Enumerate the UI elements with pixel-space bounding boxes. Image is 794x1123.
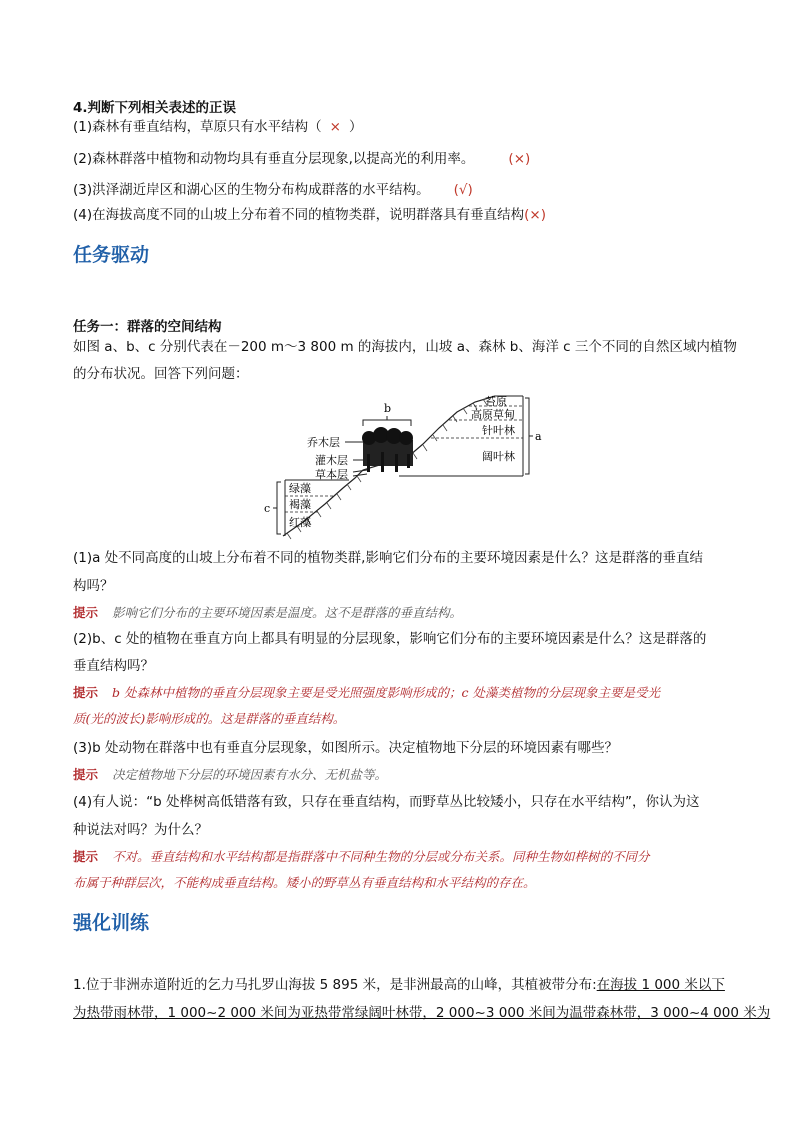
- label-conifer-forest: 针叶林: [482, 424, 515, 437]
- label-tree-layer: 乔木层: [307, 436, 340, 449]
- label-a: a: [535, 430, 542, 443]
- forest-trees: [362, 427, 413, 472]
- task1-title: 任务一：群落的空间结构: [73, 319, 222, 335]
- label-tundra: 苔原: [485, 395, 507, 408]
- q4-item-2-text: (2)森林群落中植物和动物均具有垂直分层现象,以提高光的利用率。: [73, 151, 475, 167]
- label-broadleaf-forest: 阔叶林: [482, 450, 515, 463]
- hint-label-4: 提示: [73, 849, 99, 864]
- q4-item-2: [73, 149, 530, 169]
- q4-item-3: [73, 180, 473, 200]
- q4-item-1: [73, 117, 362, 137]
- task1-intro-line2: 的分布状况。回答下列问题：: [73, 366, 249, 382]
- q4-item-3-answer: (√): [453, 182, 473, 198]
- hint-label-3: 提示: [73, 767, 99, 782]
- answer-3-text: 决定植物地下分层的环境因素有水分、无机盐等。: [112, 767, 388, 782]
- q4-item-1-text: (1)森林有垂直结构，草原只有水平结构（: [73, 119, 322, 135]
- exercise-1-underlined: 在海拔 1 000 米以下: [596, 977, 725, 993]
- q4-item-1-close: ）: [348, 119, 363, 135]
- brace-b: [363, 416, 411, 426]
- answer-2-line2: 质(光的波长)影响形成的。这是群落的垂直结构。: [73, 711, 346, 726]
- question-1-line1: (1)a 处不同高度的山坡上分布着不同的植物类群,影响它们分布的主要环境因素是什么？这是群落的垂直结: [73, 550, 703, 566]
- question-4-line1: (4)有人说：“b 处桦树高低错落有致，只存在垂直结构，而野草丛比较矮小，只存在水平结构”，你认为这: [73, 794, 700, 810]
- answer-2-line1: [73, 683, 660, 703]
- label-green-algae: 绿藻: [289, 482, 311, 495]
- answer-4-text: 不对。垂直结构和水平结构都是指群落中不同种生物的分层或分布关系。同种生物如桦树的不同分: [112, 849, 650, 864]
- section-title-task-driven: 任务驱动: [73, 244, 150, 266]
- label-shrub-layer: 灌木层: [315, 454, 348, 467]
- brace-c: [273, 482, 281, 534]
- answer-1: [73, 603, 462, 623]
- label-herb-layer: 草本层: [315, 468, 348, 481]
- task1-intro-line1: 如图 a、b、c 分别代表在－200 m～3 800 m 的海拔内，山坡 a、森林 b、海洋 c 三个不同的自然区域内植物: [73, 339, 737, 355]
- label-red-algae: 红藻: [289, 516, 311, 529]
- answer-1-text: 影响它们分布的主要环境因素是温度。这不是群落的垂直结构。: [112, 605, 463, 620]
- answer-4-line1: [73, 847, 650, 867]
- question-3: (3)b 处动物在群落中也有垂直分层现象，如图所示。决定植物地下分层的环境因素有哪些？: [73, 740, 618, 756]
- q4-item-4-answer: (×): [524, 207, 546, 223]
- answer-2-text: b 处森林中植物的垂直分层现象主要是受光照强度影响形成的；c 处藻类植物的分层现象主要是受光: [112, 685, 660, 700]
- question-2-line1: (2)b、c 处的植物在垂直方向上都具有明显的分层现象，影响它们分布的主要环境因素是什么？这是群落的: [73, 631, 707, 647]
- answer-3: [73, 765, 387, 785]
- hint-label-2: 提示: [73, 685, 99, 700]
- q4-item-4: [73, 205, 546, 225]
- label-b: b: [384, 402, 392, 415]
- hint-label-1: 提示: [73, 605, 99, 620]
- exercise-1-line1: [73, 975, 725, 995]
- q4-title: 4.判断下列相关表述的正误: [73, 100, 237, 116]
- answer-4-line2: 布属于种群层次，不能构成垂直结构。矮小的野草丛有垂直结构和水平结构的存在。: [73, 875, 536, 890]
- label-brown-algae: 褐藻: [289, 498, 311, 511]
- question-4-line2: 种说法对吗？为什么？: [73, 822, 208, 838]
- exercise-1-plain: 1.位于非洲赤道附近的乞力马扎罗山海拔 5 895 米，是非洲最高的山峰，其植被带分布:: [73, 977, 597, 993]
- label-alpine-meadow: 高原草甸: [471, 408, 515, 421]
- vegetation-distribution-figure: [263, 392, 563, 540]
- q4-item-3-text: (3)洪泽湖近岸区和湖心区的生物分布构成群落的水平结构。: [73, 182, 430, 198]
- label-c: c: [264, 502, 271, 515]
- question-1-line2: 构吗？: [73, 578, 114, 594]
- question-2-line2: 垂直结构吗？: [73, 658, 154, 674]
- brace-a: [525, 398, 533, 474]
- q4-item-1-answer: ×: [329, 119, 341, 135]
- q4-item-4-text: (4)在海拔高度不同的山坡上分布着不同的植物类群，说明群落具有垂直结构: [73, 207, 525, 223]
- exercise-1-line2: 为热带雨林带，1 000~2 000 米间为亚热带常绿阔叶林带，2 000~3 000 米间为温带森林带，3 000~4 000 米为: [73, 1005, 771, 1021]
- section-title-reinforcement: 强化训练: [73, 912, 150, 934]
- q4-item-2-answer: (×): [508, 151, 531, 167]
